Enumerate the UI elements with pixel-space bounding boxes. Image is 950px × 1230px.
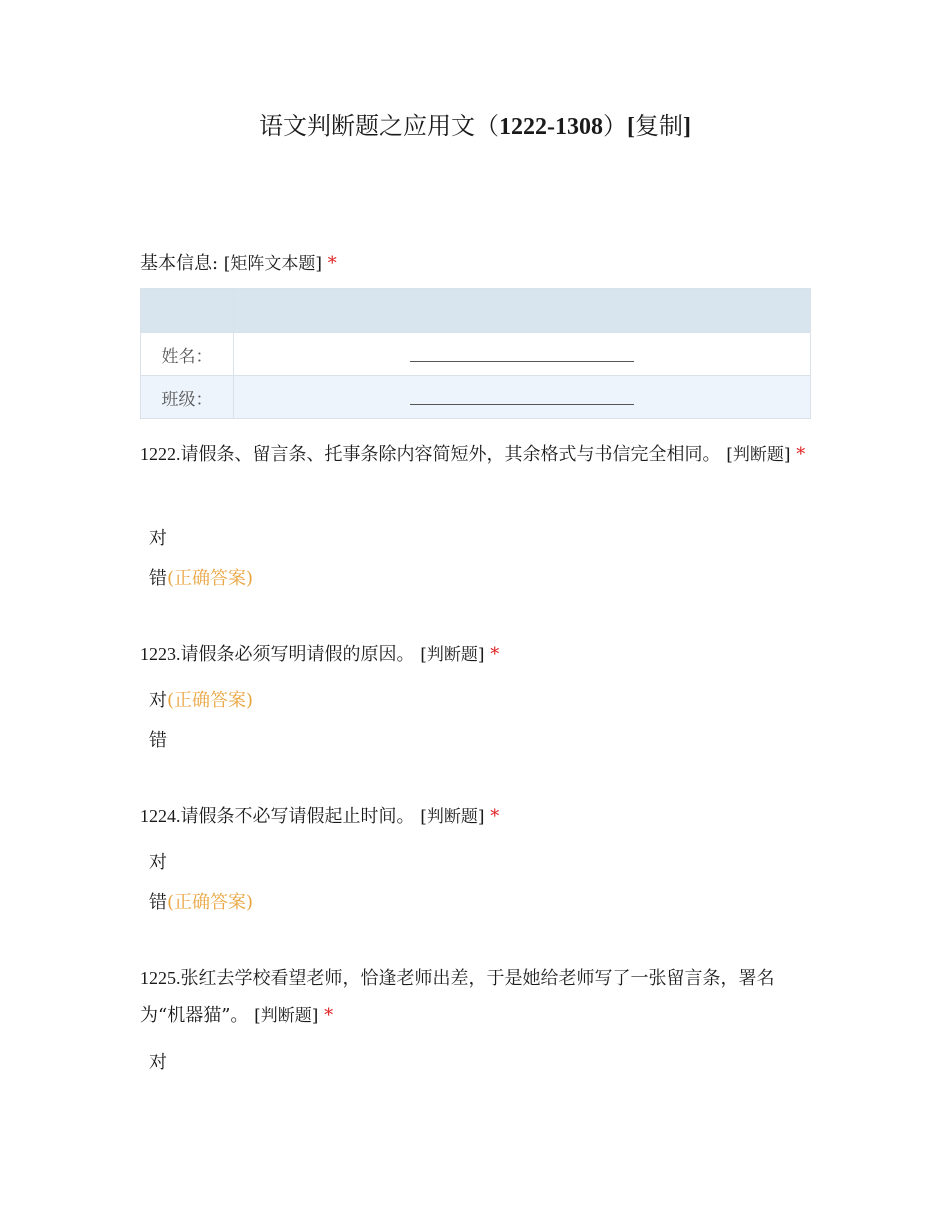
question-type-tag: [判断题] bbox=[420, 807, 485, 827]
matrix-header-row bbox=[141, 289, 811, 333]
correct-answer-marker: (正确答案) bbox=[167, 690, 254, 711]
required-mark: * bbox=[324, 1005, 334, 1026]
class-label: 班级： bbox=[141, 376, 234, 419]
option-false[interactable]: 错(正确答案) bbox=[149, 568, 254, 589]
class-input[interactable] bbox=[410, 390, 634, 405]
required-mark: * bbox=[327, 253, 337, 274]
required-mark: * bbox=[490, 806, 500, 827]
basic-info-matrix bbox=[140, 288, 811, 419]
question-text: 张红去学校看望老师，恰逢老师出差，于是她给老师写了一张留言条，署名为“机器猫”。 bbox=[140, 968, 775, 1026]
correct-answer-marker: (正确答案) bbox=[167, 568, 254, 589]
title-bracket-open: [ bbox=[627, 114, 635, 140]
question-1223 bbox=[140, 636, 810, 674]
copy-label[interactable]: 复制 bbox=[635, 112, 683, 140]
name-label: 姓名： bbox=[141, 333, 234, 376]
question-number: 1222. bbox=[140, 444, 181, 464]
question-number: 1224. bbox=[140, 806, 181, 826]
option-true[interactable]: 对 bbox=[149, 1052, 167, 1073]
question-1224 bbox=[140, 798, 810, 836]
option-true[interactable]: 对 bbox=[149, 528, 167, 549]
title-suffix: ） bbox=[603, 112, 627, 140]
option-false[interactable]: 错 bbox=[149, 730, 167, 751]
required-mark: * bbox=[490, 644, 500, 665]
name-input[interactable] bbox=[410, 347, 634, 362]
question-1225 bbox=[140, 960, 810, 1035]
question-text: 请假条、留言条、托事条除内容简短外，其余格式与书信完全相同。 bbox=[180, 444, 727, 465]
option-false[interactable]: 错(正确答案) bbox=[149, 892, 254, 913]
question-text: 请假条必须写明请假的原因。 bbox=[180, 644, 421, 665]
option-true[interactable]: 对 bbox=[149, 852, 167, 873]
question-type-tag: [矩阵文本题] bbox=[223, 254, 323, 274]
question-number: 1225. bbox=[140, 968, 181, 988]
title-prefix: 语文判断题之应用文（ bbox=[259, 112, 499, 140]
required-mark: * bbox=[796, 444, 806, 465]
matrix-row-name bbox=[141, 333, 811, 376]
question-1222 bbox=[140, 436, 810, 474]
question-text: 请假条不必写请假起止时间。 bbox=[180, 806, 421, 827]
question-type-tag: [判断题] bbox=[254, 1006, 319, 1026]
title-range: 1222-1308 bbox=[499, 114, 603, 140]
question-type-tag: [判断题] bbox=[420, 645, 485, 665]
option-true[interactable]: 对(正确答案) bbox=[149, 690, 254, 711]
correct-answer-marker: (正确答案) bbox=[167, 892, 254, 913]
question-type-tag: [判断题] bbox=[726, 445, 791, 465]
page-title bbox=[0, 108, 950, 145]
question-number: 1223. bbox=[140, 644, 181, 664]
matrix-row-class bbox=[141, 376, 811, 419]
title-bracket-close: ] bbox=[683, 114, 691, 140]
basic-info-label: 基本信息: [矩阵文本题] * bbox=[140, 253, 337, 274]
